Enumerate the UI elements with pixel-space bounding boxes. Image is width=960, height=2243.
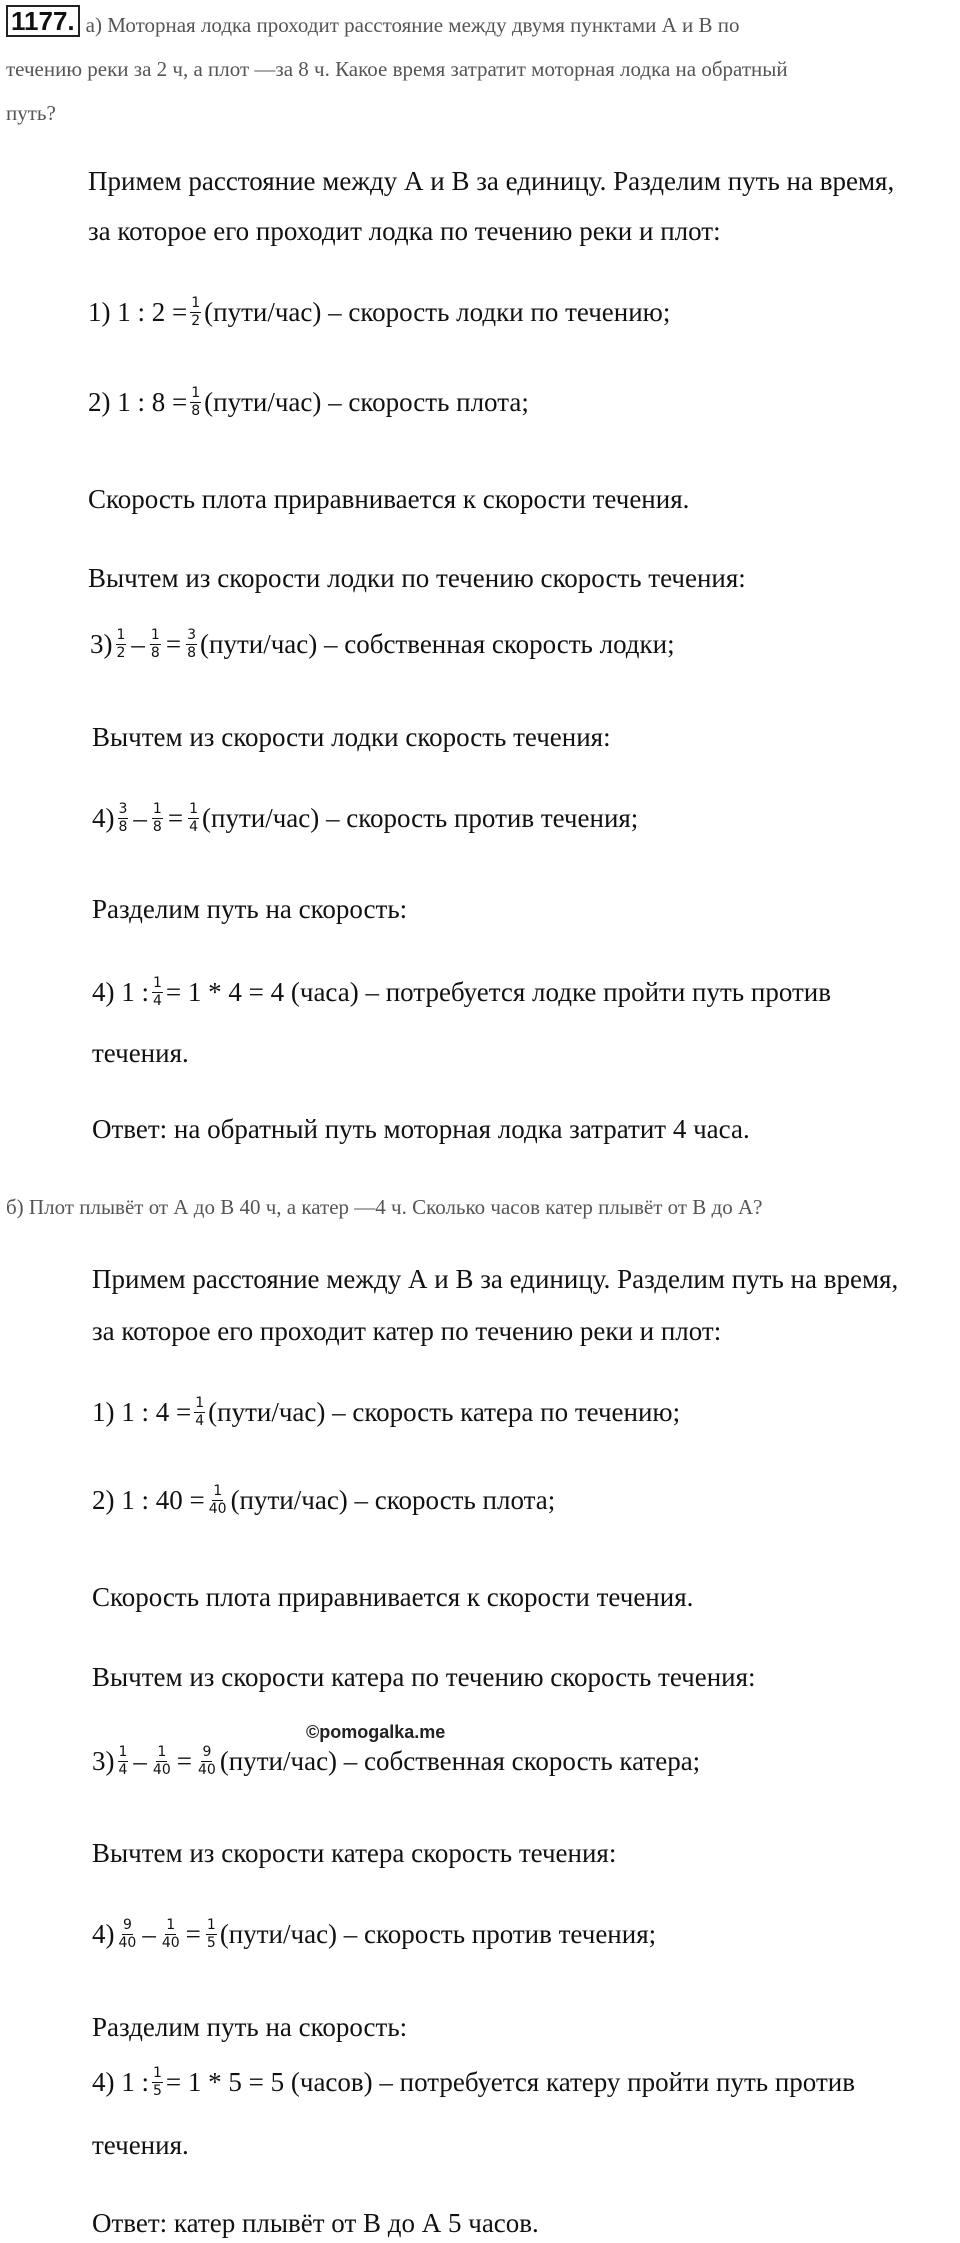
denominator: 4: [195, 1413, 205, 1429]
note-b4: Разделим путь на скорость:: [92, 2012, 408, 2042]
fraction: [190, 296, 201, 329]
step-b1: [92, 1396, 680, 1429]
denominator: 40: [152, 1762, 171, 1778]
fraction: [194, 1396, 205, 1429]
step-b2-suffix: (пути/час) – скорость плота;: [230, 1485, 556, 1515]
fraction: [152, 976, 163, 1009]
intro-a-line2: за которое его проходит лодка по течению реки и плот:: [88, 216, 721, 246]
denominator: 8: [152, 819, 162, 835]
denominator: 8: [118, 819, 128, 835]
fraction: [188, 802, 199, 835]
step-a4-prefix: 4): [92, 803, 115, 833]
numerator: 1: [206, 1917, 216, 1933]
watermark: ©pomogalka.me: [306, 1722, 446, 1742]
step-a3: [90, 628, 675, 661]
note-a4: Разделим путь на скорость:: [92, 894, 408, 924]
step-a1: [88, 296, 670, 329]
step-b4-suffix: (пути/час) – скорость против течения;: [219, 1919, 657, 1949]
fraction: [118, 1745, 129, 1778]
numerator: 1: [153, 2065, 162, 2081]
numerator: 3: [187, 627, 196, 643]
step-a2-suffix: (пути/час) – скорость плота;: [204, 387, 529, 417]
fraction: [118, 1918, 138, 1951]
denominator: 5: [153, 2083, 162, 2099]
step-b1-prefix: 1) 1 : 4 =: [92, 1397, 192, 1427]
note-a3: Вычтем из скорости лодки скорость течения:: [92, 722, 611, 752]
operator: =: [167, 803, 184, 833]
numerator: 1: [213, 1483, 223, 1499]
numerator: 1: [191, 295, 201, 311]
operator: =: [176, 1746, 192, 1776]
operator: =: [165, 629, 182, 659]
fraction: [152, 802, 163, 835]
question-b: б) Плот плывёт от А до В 40 ч, а катер —4 ч. Сколько часов катер плывёт от В до А?: [6, 1195, 763, 1219]
numerator: 9: [122, 1917, 132, 1933]
step-b3-suffix: (пути/час) – собственная скорость катера;: [219, 1746, 701, 1776]
question-a-line3: путь?: [6, 101, 56, 125]
denominator: 2: [116, 645, 126, 661]
step-b2: [92, 1484, 555, 1517]
step-a4-suffix: (пути/час) – скорость против течения;: [202, 803, 639, 833]
denominator: 8: [150, 645, 160, 661]
step-b5-continuation: течения.: [92, 2130, 189, 2160]
numerator: 9: [202, 1744, 212, 1760]
operator: –: [133, 803, 147, 833]
step-a3-suffix: (пути/час) – собственная скорость лодки;: [200, 629, 675, 659]
fraction: [150, 628, 161, 661]
question-a: [6, 2, 739, 48]
denominator: 5: [206, 1935, 216, 1951]
step-a5-suffix: = 1 * 4 = 4 (часа) – потребуется лодке пройти путь против: [165, 977, 831, 1007]
denominator: 40: [197, 1762, 216, 1778]
denominator: 4: [189, 819, 198, 835]
denominator: 4: [153, 993, 162, 1009]
numerator: 1: [166, 1917, 176, 1933]
step-b4-prefix: 4): [92, 1919, 115, 1949]
note-b2: Вычтем из скорости катера по течению скорость течения:: [92, 1662, 756, 1692]
step-a1-prefix: 1) 1 : 2 =: [88, 297, 188, 327]
problem-number: 1177.: [6, 5, 80, 37]
denominator: 4: [118, 1762, 128, 1778]
step-b2-prefix: 2) 1 : 40 =: [92, 1485, 205, 1515]
fraction: [186, 628, 197, 661]
step-a5-continuation: течения.: [92, 1038, 189, 1068]
fraction: [152, 1745, 172, 1778]
step-a2: [88, 386, 529, 419]
operator: =: [185, 1919, 201, 1949]
intro-a-line1: Примем расстояние между А и В за единицу. Разделим путь на время,: [88, 166, 895, 196]
numerator: 1: [191, 385, 201, 401]
step-a1-suffix: (пути/час) – скорость лодки по течению;: [204, 297, 671, 327]
operator: –: [133, 1746, 147, 1776]
step-b5: [92, 2066, 855, 2099]
numerator: 1: [153, 975, 162, 991]
question-a-line2: течению реки за 2 ч, а плот —за 8 ч. Какое время затратит моторная лодка на обратный: [6, 57, 788, 81]
note-b1: Скорость плота приравнивается к скорости течения.: [92, 1582, 694, 1612]
note-b3: Вычтем из скорости катера скорость течения:: [92, 1838, 617, 1868]
step-a4: [92, 802, 638, 835]
numerator: 1: [150, 627, 160, 643]
fraction: [206, 1918, 217, 1951]
step-b3: [92, 1745, 700, 1778]
step-b5-suffix: = 1 * 5 = 5 (часов) – потребуется катеру пройти путь против: [165, 2067, 855, 2097]
numerator: 1: [152, 801, 162, 817]
numerator: 1: [116, 627, 126, 643]
numerator: 1: [195, 1395, 205, 1411]
numerator: 1: [189, 801, 198, 817]
denominator: 40: [118, 1935, 137, 1951]
denominator: 8: [191, 403, 201, 419]
answer-a: Ответ: на обратный путь моторная лодка затратит 4 часа.: [92, 1114, 750, 1144]
intro-b-line2: за которое его проходит катер по течению реки и плот:: [92, 1316, 722, 1346]
operator: –: [142, 1919, 156, 1949]
fraction: [161, 1918, 181, 1951]
step-a5: [92, 976, 831, 1009]
answer-b: Ответ: катер плывёт от В до А 5 часов.: [92, 2208, 539, 2238]
numerator: 1: [157, 1744, 167, 1760]
denominator: 2: [191, 313, 201, 329]
denominator: 40: [161, 1935, 180, 1951]
question-a-line1: а) Моторная лодка проходит расстояние между двумя пунктами А и В по: [85, 13, 740, 37]
step-a2-prefix: 2) 1 : 8 =: [88, 387, 188, 417]
fraction: [118, 802, 129, 835]
step-b3-prefix: 3): [92, 1746, 115, 1776]
operator: –: [131, 629, 145, 659]
step-b5-prefix: 4) 1 :: [92, 2067, 149, 2097]
numerator: 1: [118, 1744, 128, 1760]
step-b4: [92, 1918, 656, 1951]
fraction: [116, 628, 127, 661]
numerator: 3: [118, 801, 128, 817]
step-a5-prefix: 4) 1 :: [92, 977, 149, 1007]
step-b1-suffix: (пути/час) – скорость катера по течению;: [208, 1397, 681, 1427]
step-a3-prefix: 3): [90, 629, 113, 659]
fraction: [152, 2066, 163, 2099]
intro-b-line1: Примем расстояние между А и В за единицу. Разделим путь на время,: [92, 1264, 899, 1294]
note-a2: Вычтем из скорости лодки по течению скорость течения:: [88, 563, 746, 593]
fraction: [197, 1745, 217, 1778]
denominator: 8: [187, 645, 196, 661]
fraction: [190, 386, 201, 419]
fraction: [208, 1484, 228, 1517]
note-a1: Скорость плота приравнивается к скорости течения.: [88, 484, 690, 514]
denominator: 40: [208, 1501, 227, 1517]
